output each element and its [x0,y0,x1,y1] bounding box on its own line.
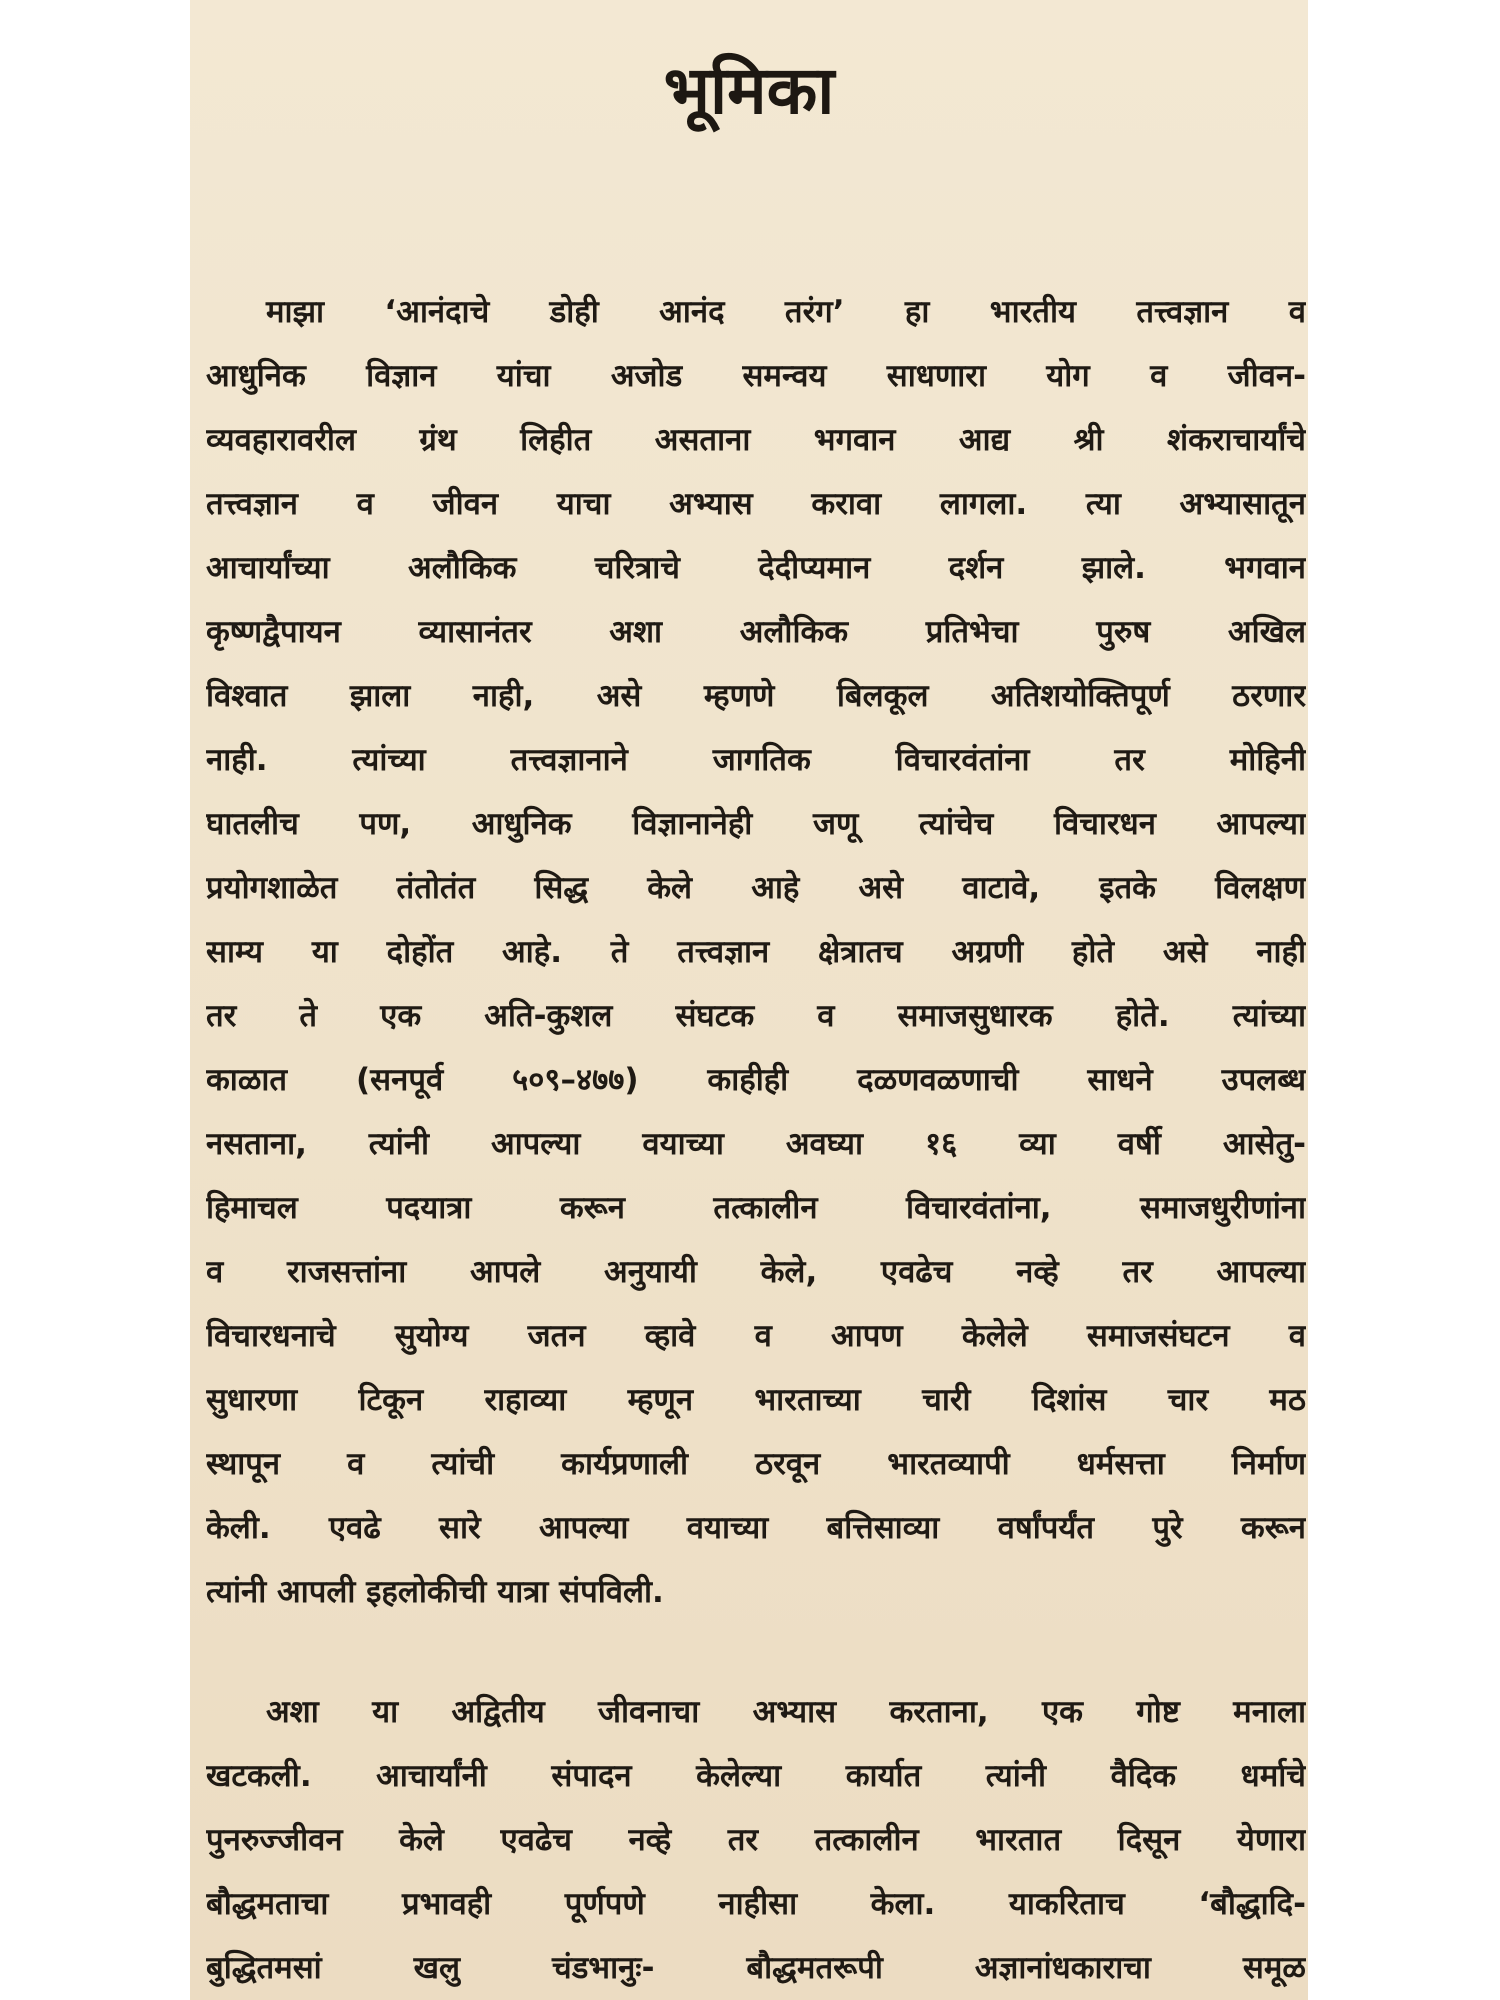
text-line: आचार्यांच्या अलौकिक चरित्राचे देदीप्यमान दर्शन झाले. भगवान [206,550,1306,586]
text-line: हिमाचल पदयात्रा करून तत्कालीन विचारवंतांना, समाजधुरीणांना [206,1190,1306,1226]
page-heading: भूमिका [663,52,835,129]
text-line: बौद्धमताचा प्रभावही पूर्णपणे नाहीसा केला. याकरिताच ‘बौद्धादि- [206,1886,1306,1922]
text-line: नसताना, त्यांनी आपल्या वयाच्या अवघ्या १६ व्या वर्षी आसेतु- [206,1126,1306,1162]
text-line: अशा या अद्वितीय जीवनाचा अभ्यास करताना, एक गोष्ट मनाला [266,1694,1306,1730]
text-line: खटकली. आचार्यांनी संपादन केलेल्या कार्यात त्यांनी वैदिक धर्माचे [206,1758,1306,1794]
text-line: बुद्धितमसां खलु चंडभानुः- बौद्धमतरूपी अज्ञानांधकाराचा समूळ [206,1950,1306,1986]
text-line: त्यांनी आपली इहलोकीची यात्रा संपविली. [206,1574,664,1610]
paragraph-1 [206,280,1306,1624]
text-line: घातलीच पण, आधुनिक विज्ञानानेही जणू त्यांचेच विचारधन आपल्या [206,806,1306,842]
text-line: स्थापून व त्यांची कार्यप्रणाली ठरवून भारतव्यापी धर्मसत्ता निर्माण [206,1446,1306,1482]
text-line: कृष्णद्वैपायन व्यासानंतर अशा अलौकिक प्रतिभेचा पुरुष अखिल [206,614,1306,650]
text-line: नाही. त्यांच्या तत्त्वज्ञानाने जागतिक विचारवंतांना तर मोहिनी [206,742,1306,778]
text-line: केली. एवढे सारे आपल्या वयाच्या बत्तिसाव्या वर्षांपर्यंत पुरे करून [206,1510,1306,1546]
text-line: पुनरुज्जीवन केले एवढेच नव्हे तर तत्कालीन भारतात दिसून येणारा [206,1822,1306,1858]
text-line: व्यवहारावरील ग्रंथ लिहीत असताना भगवान आद्य श्री शंकराचार्यांचे [206,422,1306,458]
text-line: साम्य या दोहोंत आहे. ते तत्त्वज्ञान क्षेत्रातच अग्रणी होते असे नाही [206,934,1306,970]
paragraph-2 [206,1680,1306,2000]
text-line: प्रयोगशाळेत तंतोतंत सिद्ध केले आहे असे वाटावे, इतके विलक्षण [206,870,1306,906]
text-line: व राजसत्तांना आपले अनुयायी केले, एवढेच नव्हे तर आपल्या [206,1254,1306,1290]
text-line: माझा ‘आनंदाचे डोही आनंद तरंग’ हा भारतीय तत्त्वज्ञान व [266,294,1306,330]
text-line: आधुनिक विज्ञान यांचा अजोड समन्वय साधणारा योग व जीवन- [206,358,1306,394]
book-page [190,0,1308,2000]
text-line: विचारधनाचे सुयोग्य जतन व्हावे व आपण केलेले समाजसंघटन व [206,1318,1306,1354]
page-body [206,280,1306,2000]
text-line: तर ते एक अति-कुशल संघटक व समाजसुधारक होते. त्यांच्या [206,998,1306,1034]
text-line: सुधारणा टिकून राहाव्या म्हणून भारताच्या चारी दिशांस चार मठ [206,1382,1306,1418]
text-line: विश्वात झाला नाही, असे म्हणणे बिलकूल अतिशयोक्तिपूर्ण ठरणार [206,678,1306,714]
text-line: काळात (सनपूर्व ५०९–४७७) काहीही दळणवळणाची साधने उपलब्ध [206,1062,1306,1098]
text-line: तत्त्वज्ञान व जीवन याचा अभ्यास करावा लागला. त्या अभ्यासातून [206,486,1306,522]
